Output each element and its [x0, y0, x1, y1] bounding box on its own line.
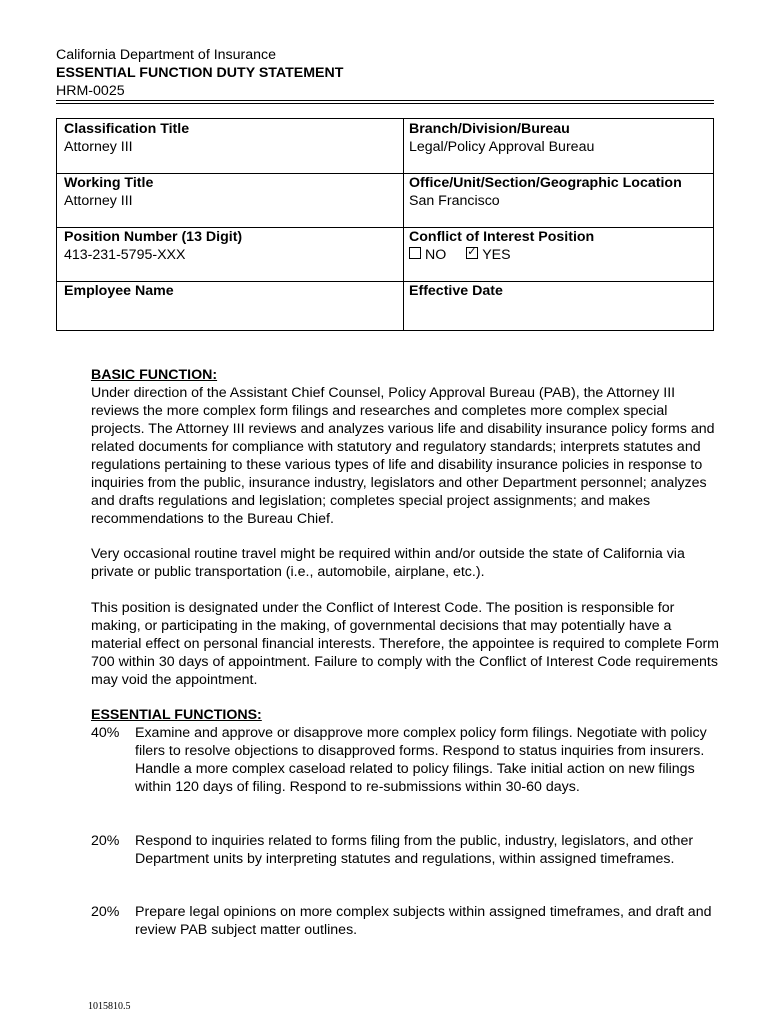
travel-section	[91, 545, 721, 581]
function-item	[91, 832, 721, 868]
function-item	[91, 903, 721, 939]
branch-label: Branch/Division/Bureau	[409, 121, 570, 137]
basic-function-heading: BASIC FUNCTION:	[91, 367, 218, 383]
yes-label: YES	[482, 246, 511, 263]
working-title-label: Working Title	[64, 175, 154, 191]
function-text: Prepare legal opinions on more complex subjects within assigned timeframes, and draft and review PAB subject matter outlines.	[135, 904, 712, 938]
classification-value: Attorney III	[64, 138, 133, 155]
position-number-cell	[64, 229, 242, 264]
document-header	[56, 46, 343, 100]
function-text: Respond to inquiries related to forms filing from the public, industry, legislators, and other Department units by interpreting statutes and regulations, within assigned timeframes.	[135, 833, 694, 867]
yes-checkbox[interactable]	[466, 247, 478, 259]
header-rule	[56, 100, 714, 101]
document-title: ESSENTIAL FUNCTION DUTY STATEMENT	[56, 65, 344, 81]
position-number-label: Position Number (13 Digit)	[64, 229, 243, 245]
position-info-table	[56, 118, 714, 331]
working-title-value: Attorney III	[64, 192, 133, 209]
function-item	[91, 724, 721, 796]
office-cell	[409, 175, 682, 210]
no-label: NO	[425, 246, 447, 263]
classification-cell	[64, 121, 189, 156]
agency-name: California Department of Insurance	[56, 47, 277, 63]
function-percent: 40%	[91, 725, 120, 741]
conflict-paragraph: This position is designated under the Conflict of Interest Code. The position is responsible for making, or participating in the making, of governmental decisions that may potentially have a material effect on personal financial interests. Therefore, the appointee is required to complete Form 700 within 30 days of appointment. Failure to comply with the Conflict of Interest Code requirements may void the appointment.	[91, 600, 720, 688]
essential-functions-heading: ESSENTIAL FUNCTIONS:	[91, 707, 262, 723]
header-rule-secondary	[56, 103, 714, 104]
function-percent: 20%	[91, 904, 120, 920]
conflict-cell	[409, 229, 594, 264]
office-label: Office/Unit/Section/Geographic Location	[409, 175, 682, 191]
basic-function-section	[91, 366, 721, 528]
branch-value: Legal/Policy Approval Bureau	[409, 138, 595, 155]
function-text: Examine and approve or disapprove more complex policy form filings. Negotiate with policy filers to resolve objections to disapproved forms. Respond to status inquiries from insurers. Handle a more complex caseload related to policy filings. Take initial action on new filings within 120 days of filing. Respond to re-submissions within 30-60 days.	[135, 725, 707, 795]
classification-label: Classification Title	[64, 121, 190, 137]
employee-name-label: Employee Name	[64, 283, 174, 299]
position-number-value: 413-231-5795-XXX	[64, 246, 186, 263]
basic-function-paragraph: Under direction of the Assistant Chief Counsel, Policy Approval Bureau (PAB), the Attorney III reviews the more complex form filings and researches and completes more complex special projects. The Attorney III reviews and analyzes various life and disability insurance policy forms and related documents for compliance with statutory and regulatory standards; interprets statutes and regulations pertaining to these various types of life and disability insurance policies in response to inquiries from the public, insurance industry, legislators and other Department personnel; analyzes and drafts regulations and legislation; completes special project assignments; and makes recommendations to the Bureau Chief.	[91, 385, 715, 527]
effective-date-cell	[409, 283, 503, 301]
conflict-label: Conflict of Interest Position	[409, 229, 595, 245]
travel-paragraph: Very occasional routine travel might be required within and/or outside the state of California via private or public transportation (i.e., automobile, airplane, etc.).	[91, 546, 685, 580]
function-percent: 20%	[91, 833, 120, 849]
employee-name-cell	[64, 283, 174, 301]
effective-date-label: Effective Date	[409, 283, 503, 299]
essential-functions-heading-block	[91, 706, 721, 724]
working-title-cell	[64, 175, 153, 210]
no-checkbox[interactable]	[409, 247, 421, 259]
document-id: 1015810.5	[88, 1001, 131, 1012]
branch-cell	[409, 121, 594, 156]
conflict-options	[409, 247, 594, 265]
form-number: HRM-0025	[56, 83, 125, 99]
conflict-section	[91, 599, 721, 689]
office-value: San Francisco	[409, 192, 500, 209]
